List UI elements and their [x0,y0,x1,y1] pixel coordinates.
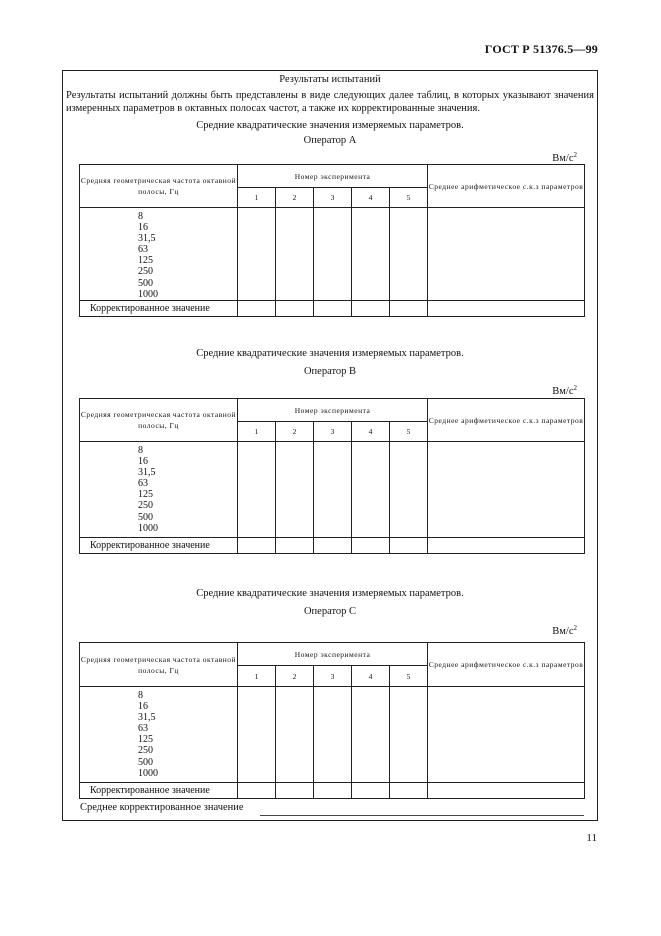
header-average: Среднее арифметическое с.к.з параметров [428,399,585,442]
data-cell [276,208,314,301]
data-cell [314,783,352,799]
data-cell [238,208,276,301]
data-cell [428,301,585,317]
exp-number: 5 [390,422,428,442]
results-table-operator-a [79,164,585,317]
exp-number: 3 [314,422,352,442]
results-table-operator-b [79,398,585,554]
header-average: Среднее арифметическое с.к.з параметров [428,165,585,208]
header-experiment-number: Номер эксперимента [238,643,428,666]
data-cell [314,208,352,301]
operator-b-label: Оператор В [303,366,357,377]
data-cell [238,442,276,538]
frequency-value: 1000 [138,522,158,534]
frequency-value: 500 [138,277,153,289]
frequency-list [80,687,238,783]
header-average: Среднее арифметическое с.к.з параметров [428,643,585,687]
data-cell [314,301,352,317]
corrected-value-label: Корректированное значение [80,783,238,799]
header-experiment-number: Номер эксперимента [238,165,428,188]
data-cell [428,783,585,799]
frequency-value: 63 [138,478,148,490]
frequency-value: 250 [138,745,153,757]
exp-number: 4 [352,188,390,208]
header-experiment-number: Номер эксперимента [238,399,428,422]
data-cell [390,442,428,538]
results-table-operator-c [79,642,585,799]
frequency-value: 63 [138,244,148,256]
average-corrected-label: Среднее корректированное значение [80,802,244,813]
operator-c-label: Оператор С [303,606,357,617]
data-cell [390,301,428,317]
frequency-value: 16 [138,701,148,713]
document-header: ГОСТ Р 51376.5—99 [484,42,598,56]
corrected-value-label: Корректированное значение [80,301,238,317]
exp-number: 4 [352,422,390,442]
exp-number: 2 [276,188,314,208]
average-corrected-fill-line [260,815,584,816]
section-title: Результаты испытаний [279,74,381,85]
exp-number: 5 [390,188,428,208]
frequency-value: 1000 [138,767,158,779]
frequency-value: 8 [138,445,143,456]
exp-number: 1 [238,188,276,208]
exp-number: 4 [352,666,390,687]
data-cell [276,301,314,317]
data-cell [276,442,314,538]
data-cell [314,442,352,538]
frequency-value: 31,5 [138,467,156,479]
header-frequency: Средняя геометрическая частота октавной полосы, Гц [80,165,238,208]
frequency-value: 250 [138,500,153,512]
frequency-value: 31,5 [138,712,156,724]
frequency-list [80,442,238,538]
data-cell [428,687,585,783]
table-caption-b: Средние квадратические значения измеряемых параметров. [196,348,464,359]
data-cell [238,301,276,317]
frequency-list [80,208,238,301]
intro-paragraph: Результаты испытаний должны быть представлены в виде следующих далее таблиц, в которых указывают значения измеренных параметров в октавных полосах частот, а также их корректированные значения. [66,90,594,114]
frequency-value: 16 [138,222,148,234]
exp-number: 3 [314,188,352,208]
frequency-value: 8 [138,211,143,222]
frequency-value: 125 [138,489,153,501]
exp-number: 5 [390,666,428,687]
table-caption-a: Средние квадратические значения измеряемых параметров. [196,120,464,131]
frequency-value: 1000 [138,288,158,300]
exp-number: 3 [314,666,352,687]
data-cell [238,687,276,783]
frequency-value: 63 [138,723,148,735]
exp-number: 2 [276,666,314,687]
data-cell [352,783,390,799]
exp-number: 1 [238,422,276,442]
frequency-value: 8 [138,690,143,701]
frequency-value: 31,5 [138,233,156,245]
data-cell [428,208,585,301]
data-cell [352,208,390,301]
operator-a-label: Оператор А [303,135,357,146]
data-cell [390,783,428,799]
unit-label-c: $Вм/с^2$ [552,624,577,637]
data-cell [352,442,390,538]
data-cell [390,208,428,301]
header-frequency: Средняя геометрическая частота октавной полосы, Гц [80,399,238,442]
header-frequency: Средняя геометрическая частота октавной полосы, Гц [80,643,238,687]
data-cell [352,538,390,554]
frequency-value: 500 [138,511,153,523]
frequency-value: 125 [138,255,153,267]
data-cell [238,538,276,554]
data-cell [276,538,314,554]
data-cell [390,687,428,783]
data-cell [352,687,390,783]
data-cell [276,783,314,799]
data-cell [352,301,390,317]
data-cell [390,538,428,554]
table-caption-c: Средние квадратические значения измеряемых параметров. [196,588,464,599]
page-number: 11 [586,832,597,844]
frequency-value: 250 [138,266,153,278]
corrected-value-label: Корректированное значение [80,538,238,554]
frequency-value: 125 [138,734,153,746]
exp-number: 2 [276,422,314,442]
frequency-value: 500 [138,756,153,768]
data-cell [276,687,314,783]
unit-label-b: $Вм/с^2$ [552,384,577,397]
data-cell [428,538,585,554]
data-cell [314,538,352,554]
frequency-value: 16 [138,456,148,468]
unit-label-a: $Вм/с^2$ [552,151,577,164]
data-cell [238,783,276,799]
data-cell [428,442,585,538]
exp-number: 1 [238,666,276,687]
data-cell [314,687,352,783]
